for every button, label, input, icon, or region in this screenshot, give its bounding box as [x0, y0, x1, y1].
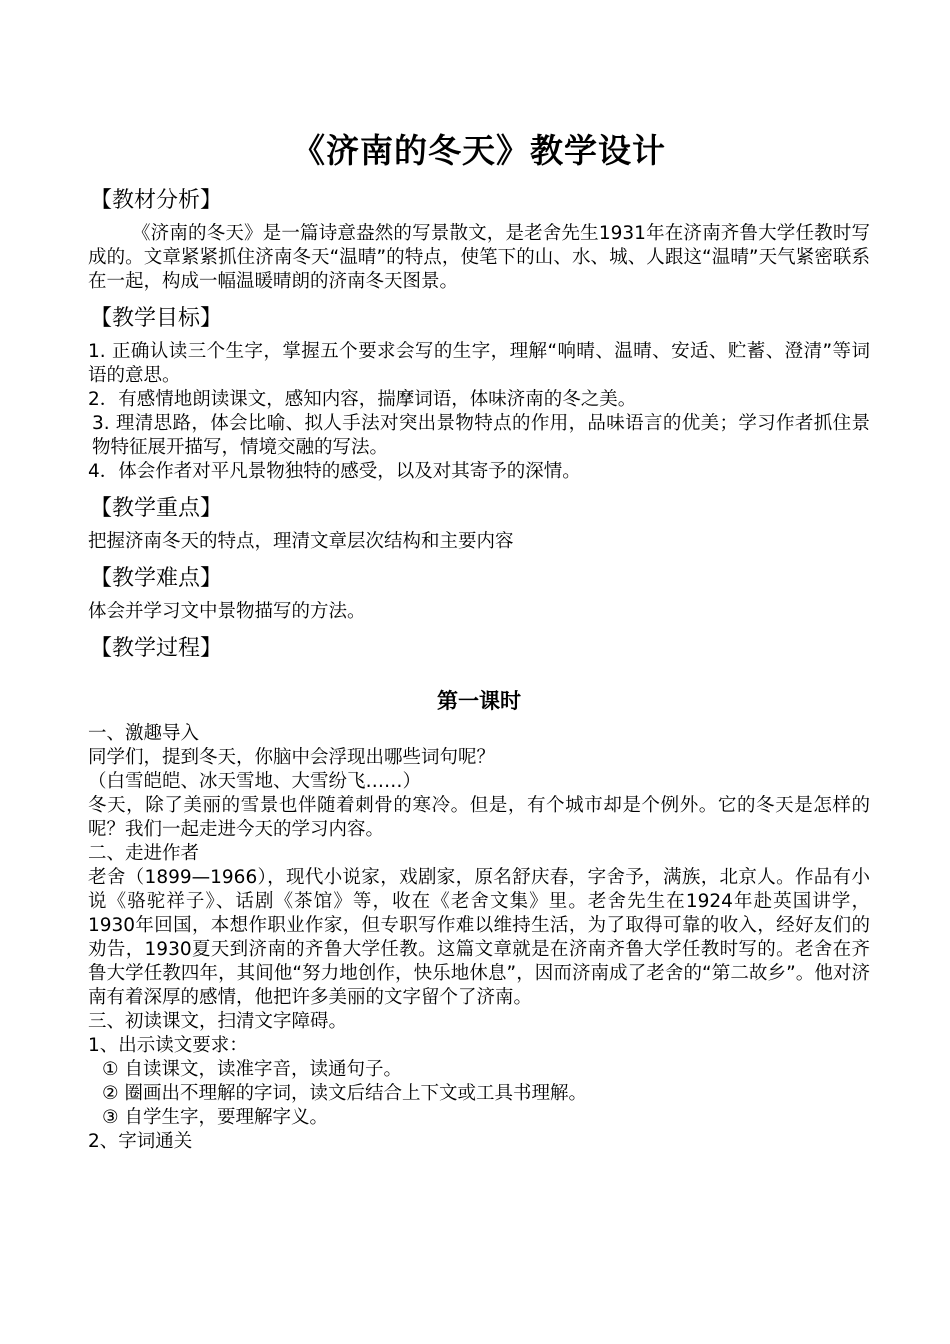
- author-paragraph: 老舍（1899—1966），现代小说家，戏剧家，原名舒庆春，字舍予，满族，北京人。作品有小说《骆驼祥子》、话剧《茶馆》等，收在《老舍文集》里。老舍先生在1924年赴英国讲学，1930年回国，本想作职业作家，但专职写作难以维持生活，为了取得可靠的收入，经好友们的劝告，1930夏天到济南的齐鲁大学任教。这篇文章就是在济南齐鲁大学任教时写的。老舍在齐鲁大学任教四年，其间他“努力地创作，快乐地休息”，因而济南成了老舍的“第二故乡”。他对济南有着深厚的感情，他把许多美丽的文字留个了济南。: [88, 867, 870, 1008]
- goal-item: 3. 理清思路，体会比喻、拟人手法对突出景物特点的作用，品味语言的优美；学习作者抓住景物特征展开描写，情境交融的写法。: [92, 413, 870, 458]
- read-heading: 三、初读课文，扫清文字障碍。: [88, 1011, 348, 1032]
- words-heading: 2、字词通关: [88, 1131, 193, 1152]
- goal-item: 2．有感情地朗读课文，感知内容，揣摩词语，体味济南的冬之美。: [88, 389, 637, 410]
- lesson-title: 第一课时: [437, 689, 521, 713]
- analysis-heading: 【教材分析】: [90, 188, 223, 213]
- focus-heading: 【教学重点】: [90, 496, 223, 521]
- focus-text: 把握济南冬天的特点，理清文章层次结构和主要内容: [88, 531, 514, 552]
- requirement-item: ① 自读课文，读准字音，读通句子。: [102, 1059, 402, 1080]
- intro-paragraph: 冬天，除了美丽的雪景也伴随着刺骨的寒冷。但是，有个城市却是个例外。它的冬天是怎样的呢？我们一起走进今天的学习内容。: [88, 795, 870, 840]
- intro-heading: 一、激趣导入: [88, 723, 200, 744]
- goal-item: 1. 正确认读三个生字，掌握五个要求会写的生字，理解“响晴、温晴、安适、贮蓄、澄清”等词语的意思。: [88, 341, 870, 386]
- intro-answer: （白雪皑皑、冰天雪地、大雪纷飞……）: [88, 771, 422, 792]
- document-content: [88, 128, 870, 1154]
- intro-question: 同学们，提到冬天，你脑中会浮现出哪些词句呢？: [88, 747, 496, 768]
- difficulty-heading: 【教学难点】: [90, 566, 223, 591]
- requirements-heading: 1、出示读文要求：: [88, 1035, 248, 1056]
- document-title: 《济南的冬天》教学设计: [292, 131, 666, 170]
- process-heading: 【教学过程】: [90, 636, 223, 661]
- difficulty-text: 体会并学习文中景物描写的方法。: [88, 601, 366, 622]
- analysis-text: 《济南的冬天》是一篇诗意盎然的写景散文，是老舍先生1931年在济南齐鲁大学任教时写成的。文章紧紧抓住济南冬天“温晴”的特点，使笔下的山、水、城、人跟这“温晴”天气紧密联系在一起，构成一幅温暖晴朗的济南冬天图景。: [88, 223, 870, 292]
- author-heading: 二、走进作者: [88, 843, 200, 864]
- requirement-item: ② 圈画出不理解的字词，读文后结合上下文或工具书理解。: [102, 1083, 587, 1104]
- goal-item: 4．体会作者对平凡景物独特的感受，以及对其寄予的深情。: [88, 461, 581, 482]
- goals-heading: 【教学目标】: [90, 306, 223, 331]
- requirement-item: ③ 自学生字，要理解字义。: [102, 1107, 328, 1128]
